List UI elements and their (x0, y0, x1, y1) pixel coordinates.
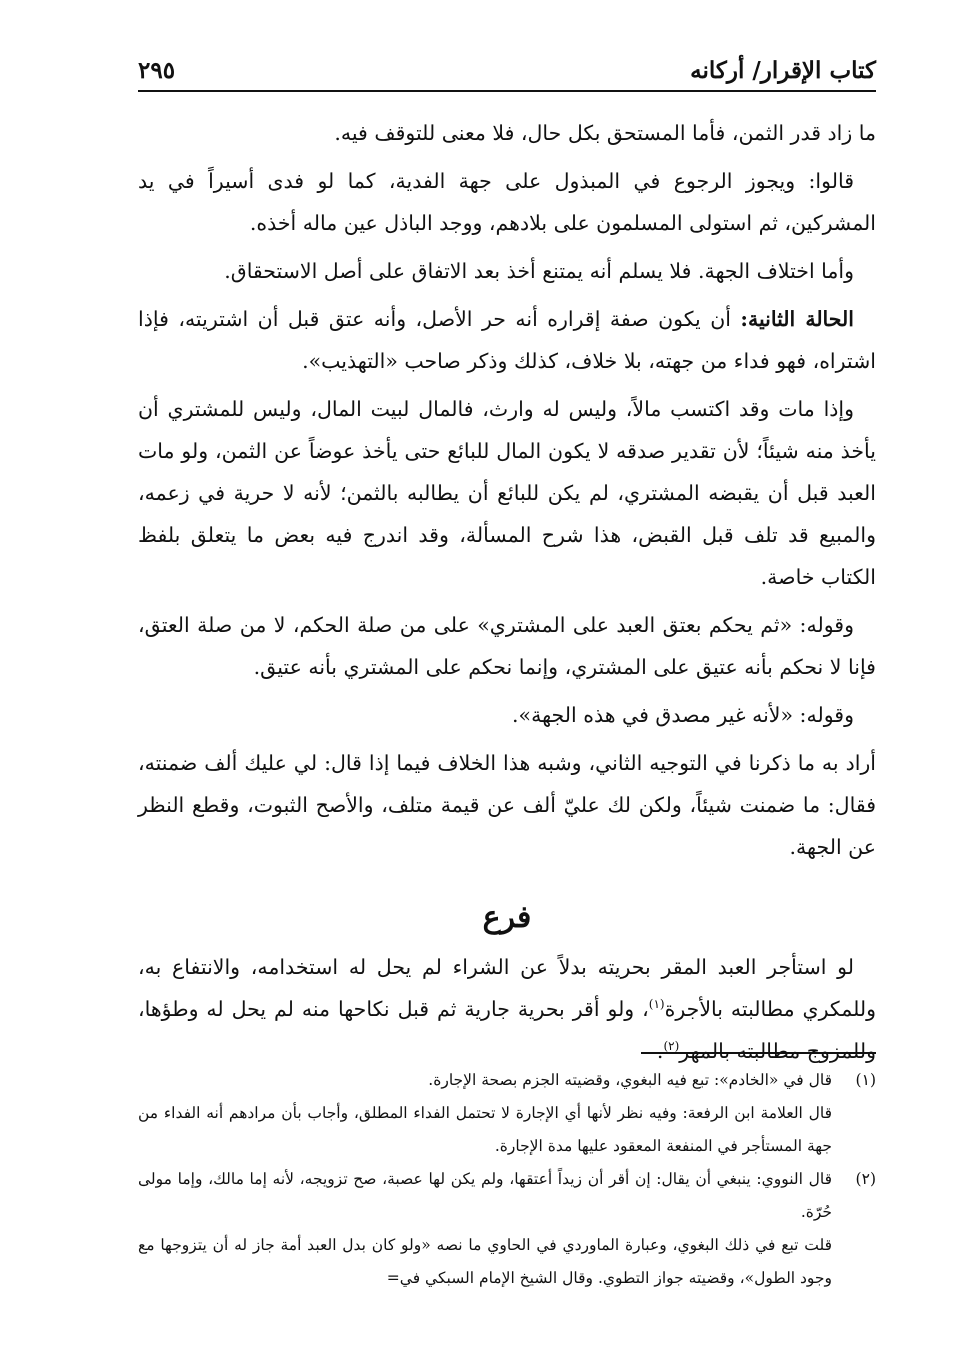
paragraph: وقوله: «لأنه غير مصدق في هذه الجهة». (512, 703, 854, 727)
footnotes (138, 1064, 876, 1295)
footnote (138, 1064, 876, 1163)
paragraph-lead: الحالة الثانية: (740, 307, 854, 331)
footnote-ref[interactable]: (١) (648, 997, 665, 1012)
paragraph-text: لو استأجر العبد المقر بحريته بدلاً عن الشراء لم يحل له استخدامه، والانتفاع به، وللمكري مطالبته بالأجرة (138, 955, 876, 1021)
footnote-continuation: قلت تبع في ذلك البغوي، وعبارة الماوردي في الحاوي ما نصه «ولو كان بدل العبد أمة جاز له أن يتزوجها مع وجود الطول»، وقضيته جواز التطوي. وقال الشيخ الإمام السبكي في= (138, 1236, 832, 1287)
footnote-paragraph: قال العلامة ابن الرفعة: وفيه نظر لأنها أي الإجارة لا تحتمل الفداء المطلق، وأجاب بأن مرادهم أنه الفداء من جهة المستأجر في المنفعة المعقود عليها مدة الإجارة. (138, 1104, 832, 1155)
paragraph-text: ، ولو أقر بحرية جارية ثم قبل نكاحها منه لم يحل له وطؤها، وللمزوج مطالبته بالمهر (138, 997, 876, 1063)
paragraph: أراد به ما ذكرنا في التوجيه الثاني، وشبه هذا الخلاف فيما إذا قال: لي عليك ألف ضمنته، فقال: ما ضمنت شيئاً، ولكن لك عليّ ألف عن قيمة متلف، والأصح الثبوت، وقطع النظر عن الجهة. (138, 751, 876, 859)
paragraph: وإذا مات وقد اكتسب مالاً، وليس له وارث، فالمال لبيت المال، وليس للمشتري أن يأخذ منه شيئاً؛ لأن تقدير صدقه لا يكون المال للبائع حتى يأخذ عوضاً عن الثمن، ولو مات العبد قبل أن يقبضه المشتري، لم يكن للبائع أن يطالبه بالثمن؛ لأنه لا حرية في زعمه، والمبيع قد تلف قبل القبض، هذا شرح المسألة، وقد اندرج فيه بعض ما يتعلق بلفظ الكتاب خاصة. (138, 397, 876, 589)
paragraph: قالوا: ويجوز الرجوع في المبذول على جهة الفدية، كما لو فدى أسيراً في يد المشركين، ثم استولى المسلمون على بلادهم، ووجد الباذل عين ماله أخذه. (138, 169, 876, 235)
running-header (138, 52, 876, 92)
footnote-ref[interactable]: (٢) (663, 1039, 680, 1054)
main-text (138, 112, 876, 1078)
footnote-paragraph: قال النووي: ينبغي أن يقال: إن أقر أن زيداً أعتقها، ولم يكن لها عصبة، صح تزويجه، لأنه إما مالك، وإما مولى حُرّة. (138, 1170, 832, 1221)
paragraph-text: . (656, 1039, 664, 1063)
paragraph: وقوله: «ثم يحكم بعتق العبد على المشتري» على من صلة الحكم، لا من صلة العتق، فإنا لا نحكم بأنه عتيق على المشتري، وإنما نحكم على المشتري بأنه عتيق. (138, 613, 876, 679)
paragraph: ما زاد قدر الثمن، فأما المستحق بكل حال، فلا معنى للتوقف فيه. (334, 121, 876, 145)
footnote-text (138, 1163, 832, 1229)
footnote-number: (١) (855, 1071, 876, 1089)
footnote-separator (641, 1052, 876, 1054)
chapter-title: كتاب الإقرار/ أركانه (690, 57, 876, 84)
page-number: ٢٩٥ (138, 57, 176, 84)
footnote-number: (٢) (855, 1170, 876, 1188)
footnote-paragraph: قال في «الخادم»: تبع فيه البغوي، وقضيته الجزم بصحة الإجارة. (428, 1071, 832, 1089)
section-heading: فرع (482, 900, 532, 935)
paragraph (138, 298, 876, 382)
footnote (138, 1163, 876, 1229)
paragraph: وأما اختلاف الجهة. فلا يسلم أنه يمتنع أخذ بعد الاتفاق على أصل الاستحقاق. (224, 259, 854, 283)
footnote-text (138, 1064, 832, 1163)
paragraph-text: أن يكون صفة إقراره أنه حر الأصل، وأنه عتق قبل أن اشتريته، فإذا اشتراه، فهو فداء من جهته، بلا خلاف، كذلك وذكر صاحب «التهذيب». (138, 307, 876, 373)
